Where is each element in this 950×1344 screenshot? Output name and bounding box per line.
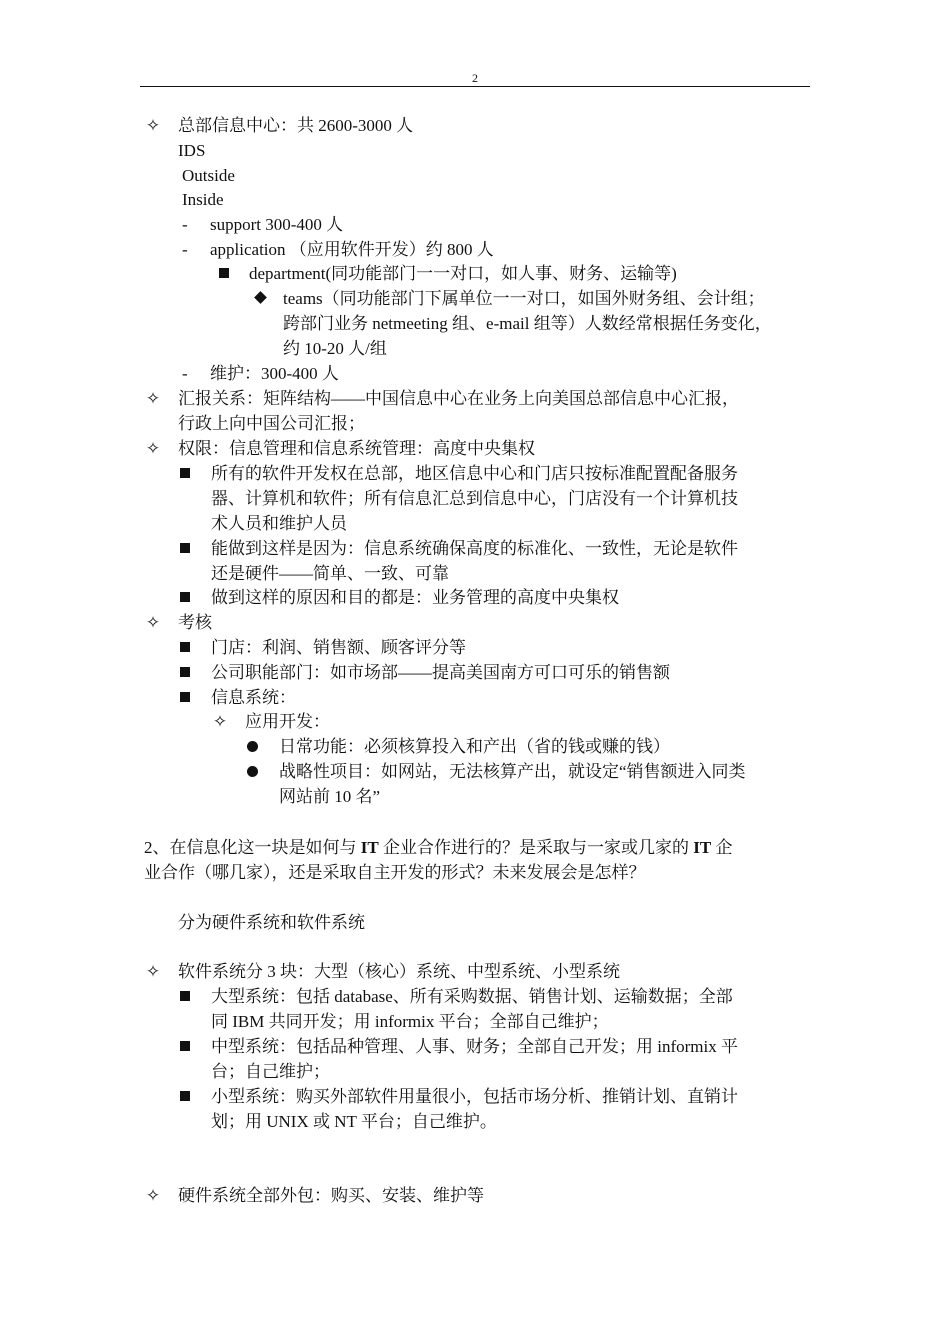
list-item: application （应用软件开发）约 800 人 [210, 240, 494, 259]
list-item: 所有的软件开发权在总部，地区信息中心和门店只按标准配置配备服务 [211, 464, 738, 483]
four-point-star-bullet-icon: ✧ [145, 962, 161, 981]
round-bullet-icon [247, 766, 258, 777]
square-bullet-icon [180, 592, 190, 602]
square-bullet-icon [180, 692, 190, 702]
four-point-star-bullet-icon: ✧ [145, 439, 161, 458]
dash-bullet-icon: - [182, 215, 188, 234]
list-item: department(同功能部门一一对口，如人事、财务、运输等) [249, 264, 677, 283]
section-heading: 考核 [178, 613, 212, 632]
square-bullet-icon [219, 268, 229, 278]
section-heading: 权限：信息管理和信息系统管理：高度中央集权 [178, 439, 535, 458]
four-point-star-bullet-icon: ✧ [145, 613, 161, 632]
text-fragment: 企业合作进行的？是采取与一家或几家的 [378, 838, 694, 857]
question-line [144, 836, 732, 860]
square-bullet-icon [180, 991, 190, 1001]
text-line: 行政上向中国公司汇报； [178, 414, 365, 433]
round-bullet-icon [247, 741, 258, 752]
text-line: 网站前 10 名” [279, 787, 381, 806]
text-line: 跨部门业务 netmeeting 组、e-mail 组等）人数经常根据任务变化， [283, 314, 772, 333]
bold-term: IT [693, 838, 712, 857]
dash-bullet-icon: - [182, 240, 188, 259]
square-bullet-icon [180, 1091, 190, 1101]
list-item: support 300-400 人 [210, 215, 344, 234]
text-line: 同 IBM 共同开发；用 informix 平台；全部自己维护； [211, 1012, 609, 1031]
list-item: 公司职能部门：如市场部——提高美国南方可口可乐的销售额 [211, 663, 670, 682]
list-item: 小型系统：购买外部软件用量很小，包括市场分析、推销计划、直销计 [211, 1087, 738, 1106]
question-line: 业合作（哪几家），还是采取自主开发的形式？未来发展会是怎样？ [144, 863, 646, 882]
section-heading: 硬件系统全部外包：购买、安装、维护等 [178, 1186, 484, 1205]
list-item: teams（同功能部门下属单位一一对口，如国外财务组、会计组； [283, 289, 765, 308]
text-line: 器、计算机和软件；所有信息汇总到信息中心，门店没有一个计算机技 [211, 489, 738, 508]
text-line: 台；自己维护； [211, 1062, 330, 1081]
text-line: 划；用 UNIX 或 NT 平台；自己维护。 [211, 1112, 497, 1131]
square-bullet-icon [180, 667, 190, 677]
text-fragment: 2、在信息化这一块是如何与 [144, 838, 361, 857]
list-item: 信息系统： [211, 688, 296, 707]
list-item: 中型系统：包括品种管理、人事、财务；全部自己开发；用 informix 平 [211, 1037, 738, 1056]
square-bullet-icon [180, 468, 190, 478]
four-point-star-bullet-icon: ✧ [145, 116, 161, 135]
list-item: 能做到这样是因为：信息系统确保高度的标准化、一致性，无论是软件 [211, 539, 738, 558]
four-point-star-bullet-icon: ✧ [212, 712, 228, 731]
text-line: Inside [182, 190, 224, 209]
page-number: 2 [472, 71, 478, 85]
text-line: 术人员和维护人员 [211, 514, 347, 533]
square-bullet-icon [180, 1041, 190, 1051]
section-heading: 总部信息中心：共 2600-3000 人 [178, 116, 414, 135]
list-item: 维护：300-400 人 [210, 364, 339, 383]
text-fragment: 企 [711, 838, 733, 857]
list-item: 大型系统：包括 database、所有采购数据、销售计划、运输数据；全部 [211, 987, 733, 1006]
section-heading: 软件系统分 3 块：大型（核心）系统、中型系统、小型系统 [178, 962, 620, 981]
dash-bullet-icon: - [182, 364, 188, 383]
diamond-bullet-icon [254, 291, 267, 304]
text-line: 还是硬件——简单、一致、可靠 [211, 564, 449, 583]
four-point-star-bullet-icon: ✧ [145, 1186, 161, 1205]
text-line: Outside [182, 166, 235, 185]
header-rule [140, 86, 810, 87]
list-item: 做到这样的原因和目的都是：业务管理的高度中央集权 [211, 588, 619, 607]
square-bullet-icon [180, 543, 190, 553]
list-item: 应用开发： [245, 712, 330, 731]
list-item: 日常功能：必须核算投入和产出（省的钱或赚的钱） [279, 737, 670, 756]
bold-term: IT [360, 838, 379, 857]
text-line: IDS [178, 141, 206, 160]
list-item: 门店：利润、销售额、顾客评分等 [211, 638, 466, 657]
answer-intro: 分为硬件系统和软件系统 [178, 913, 365, 932]
list-item: 战略性项目：如网站，无法核算产出，就设定“销售额进入同类 [279, 762, 746, 781]
section-heading: 汇报关系：矩阵结构——中国信息中心在业务上向美国总部信息中心汇报， [178, 389, 739, 408]
square-bullet-icon [180, 642, 190, 652]
text-line: 约 10-20 人/组 [283, 339, 387, 358]
four-point-star-bullet-icon: ✧ [145, 389, 161, 408]
